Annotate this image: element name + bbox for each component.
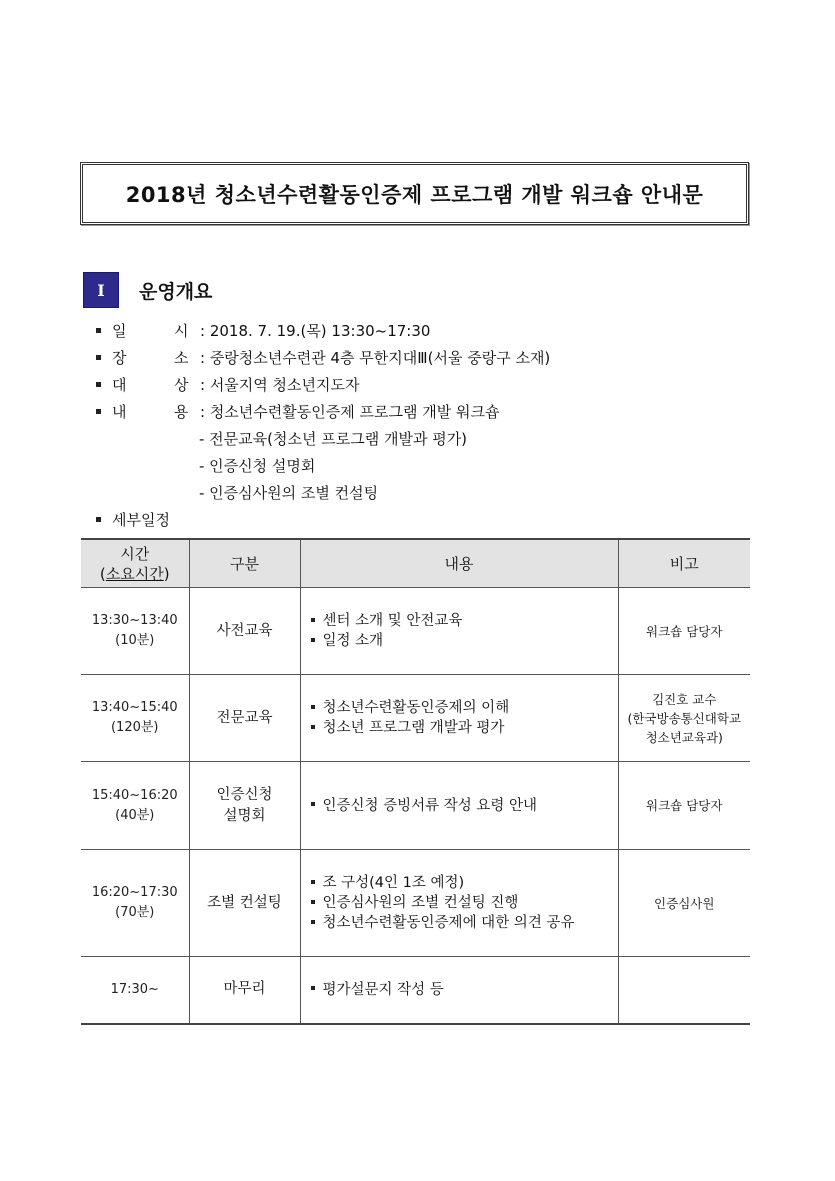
table-header-row [81, 539, 750, 588]
table-row [81, 588, 750, 675]
content-sub-item: - 인증심사원의 조별 컨설팅 [199, 484, 379, 502]
header-content: 내용 [300, 539, 618, 588]
section-number-badge: I [83, 272, 119, 308]
table-row [81, 675, 750, 762]
cell-note: 워크숍 담당자 [618, 762, 750, 850]
item-label: 세부일정 [112, 511, 170, 529]
cell-content: 조 구성(4인 1조 예정) 인증심사원의 조별 컨설팅 진행 청소년수련활동인증제에 대한 의견 공유 [300, 850, 618, 957]
item-label: 장 [112, 349, 127, 367]
document-title-box [80, 162, 749, 225]
item-label: 일 [112, 322, 127, 340]
cell-note [618, 957, 750, 1024]
cell-time: 13:40~15:40 (120분) [81, 675, 189, 762]
schedule-table [81, 538, 750, 1025]
item-label: 내 [112, 403, 127, 421]
item-value: : 청소년수련활동인증제 프로그램 개발 워크숍 [200, 403, 500, 421]
cell-time: 17:30~ [81, 957, 189, 1024]
overview-item-schedule [96, 507, 550, 534]
overview-item-target [96, 372, 550, 399]
header-note: 비고 [618, 539, 750, 588]
square-bullet-icon [96, 372, 104, 399]
header-time [81, 539, 189, 588]
item-label: 소 [174, 349, 189, 367]
item-label: 시 [174, 322, 189, 340]
content-sub-item: - 인증신청 설명회 [199, 457, 316, 475]
item-label: 용 [174, 403, 189, 421]
header-label: (소요시간) [99, 564, 170, 583]
square-bullet-icon [96, 399, 104, 426]
item-label: 대 [112, 376, 127, 394]
table-row [81, 957, 750, 1024]
item-value: : 2018. 7. 19.(목) 13:30~17:30 [200, 322, 431, 340]
item-value: : 서울지역 청소년지도자 [200, 376, 360, 394]
cell-note: 인증심사원 [618, 850, 750, 957]
overview-list [96, 318, 550, 534]
cell-time: 15:40~16:20 (40분) [81, 762, 189, 850]
table-row [81, 850, 750, 957]
overview-item-place [96, 345, 550, 372]
cell-content: 평가설문지 작성 등 [300, 957, 618, 1024]
overview-item-date [96, 318, 550, 345]
table-row [81, 762, 750, 850]
cell-category: 조별 컨설팅 [189, 850, 300, 957]
item-value: : 중랑청소년수련관 4층 무한지대Ⅲ(서울 중랑구 소재) [200, 349, 551, 367]
document-title: 2018년 청소년수련활동인증제 프로그램 개발 워크숍 안내문 [125, 182, 704, 207]
cell-content: 센터 소개 및 안전교육 일정 소개 [300, 588, 618, 675]
overview-item-content [96, 399, 550, 426]
cell-category: 인증신청 설명회 [189, 762, 300, 850]
cell-category: 마무리 [189, 957, 300, 1024]
square-bullet-icon [96, 507, 104, 534]
cell-time: 13:30~13:40 (10분) [81, 588, 189, 675]
cell-content: 인증신청 증빙서류 작성 요령 안내 [300, 762, 618, 850]
header-label: 시간 [120, 544, 150, 563]
section-header [83, 272, 212, 308]
cell-category: 전문교육 [189, 675, 300, 762]
cell-content: 청소년수련활동인증제의 이해 청소년 프로그램 개발과 평가 [300, 675, 618, 762]
cell-time: 16:20~17:30 (70분) [81, 850, 189, 957]
item-label: 상 [174, 376, 189, 394]
cell-category: 사전교육 [189, 588, 300, 675]
header-category: 구분 [189, 539, 300, 588]
section-title: 운영개요 [139, 280, 213, 303]
cell-note: 워크숍 담당자 [618, 588, 750, 675]
content-sub-item: - 전문교육(청소년 프로그램 개발과 평가) [199, 430, 468, 448]
cell-note: 김진호 교수 (한국방송통신대학교 청소년교육과) [618, 675, 750, 762]
square-bullet-icon [96, 345, 104, 372]
square-bullet-icon [96, 318, 104, 345]
